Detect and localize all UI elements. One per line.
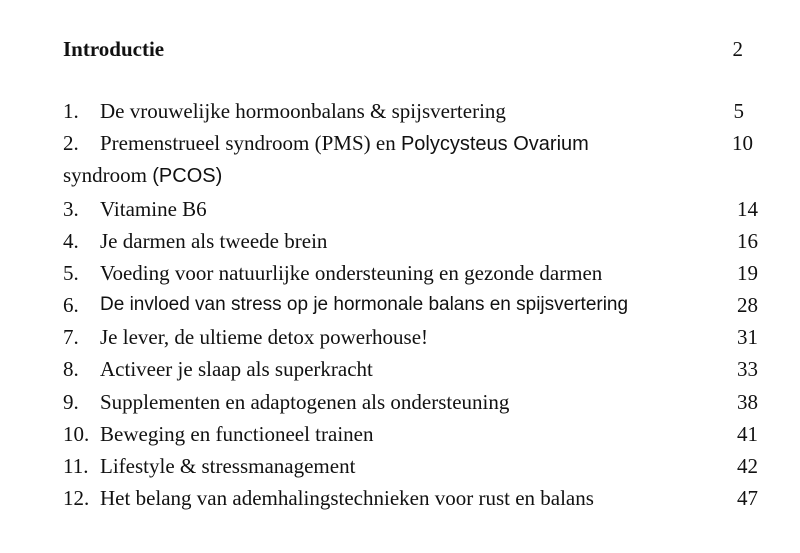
- toc-entry-number: 11.: [63, 454, 89, 478]
- toc-entry-1: [63, 96, 758, 126]
- toc-entry-title: Vitamine B6: [100, 197, 207, 221]
- toc-entry-number: 2.: [63, 131, 79, 155]
- toc-entry-number: 1.: [63, 99, 79, 123]
- toc-entry-page: 31: [737, 325, 758, 349]
- toc-entry-title: Je darmen als tweede brein: [100, 229, 328, 253]
- toc-intro-page: 2: [732, 37, 743, 61]
- toc-entry-title-part: Polycysteus Ovarium: [400, 133, 589, 155]
- toc-entry-title: Supplementen en adaptogenen als ondersteuning: [100, 390, 510, 414]
- toc-entry-page: 38: [737, 390, 758, 414]
- toc-entry-number: 12.: [63, 486, 90, 510]
- toc-entry-11: [63, 451, 758, 481]
- toc-entry-4: [63, 226, 758, 256]
- toc-entry-number: 9.: [63, 390, 79, 414]
- toc-entry-9: [63, 387, 758, 417]
- toc-entry-title-part: syndroom: [63, 163, 153, 187]
- toc-entry-title: Activeer je slaap als superkracht: [100, 357, 373, 381]
- toc-entry-page: 16: [737, 229, 758, 253]
- toc-entry-title: Je lever, de ultieme detox powerhouse!: [100, 325, 429, 349]
- toc-intro-row: [63, 34, 753, 64]
- toc-entry-6: [63, 290, 758, 320]
- toc-entry-page: 14: [737, 197, 758, 221]
- toc-entry-number: 7.: [63, 325, 79, 349]
- toc-intro-title: Introductie: [63, 37, 165, 61]
- toc-entry-title: Lifestyle & stressmanagement: [100, 454, 356, 478]
- toc-entry-title: De invloed van stress op je hormonale balans en spijsvertering: [100, 294, 629, 315]
- toc-entry-page: 42: [737, 454, 758, 478]
- toc-entry-7: [63, 322, 758, 352]
- toc-entry-title: [100, 128, 589, 159]
- toc-entry-title-part: Premenstrueel syndroom (PMS) en: [100, 131, 401, 155]
- toc-entry-2: [63, 128, 758, 158]
- toc-entry-page: 41: [737, 422, 758, 446]
- toc-entry-page: 5: [733, 99, 744, 123]
- toc-entry-8: [63, 354, 758, 384]
- toc-entry-page: 47: [737, 486, 758, 510]
- toc-entry-3: [63, 194, 758, 224]
- toc-entry-2-continuation: [63, 160, 222, 190]
- toc-entry-10: [63, 419, 758, 449]
- toc-entry-number: 4.: [63, 229, 79, 253]
- toc-entry-page: 10: [732, 131, 753, 155]
- toc-entry-number: 6.: [63, 293, 79, 317]
- toc-entry-title: De vrouwelijke hormoonbalans & spijsvertering: [100, 99, 506, 123]
- toc-entry-title: Beweging en functioneel trainen: [100, 422, 374, 446]
- toc-entry-title: Het belang van ademhalingstechnieken voor rust en balans: [100, 486, 594, 510]
- toc-entry-number: 5.: [63, 261, 79, 285]
- toc-entry-number: 8.: [63, 357, 79, 381]
- toc-entry-page: 19: [737, 261, 758, 285]
- toc-entry-title: Voeding voor natuurlijke ondersteuning en gezonde darmen: [100, 261, 603, 285]
- toc-entry-title-part: (PCOS): [152, 165, 223, 187]
- toc-entry-number: 3.: [63, 197, 79, 221]
- toc-entry-page: 28: [737, 293, 758, 317]
- toc-entry-5: [63, 258, 758, 288]
- toc-entry-page: 33: [737, 357, 758, 381]
- toc-entry-12: [63, 483, 758, 513]
- toc-entry-number: 10.: [63, 422, 90, 446]
